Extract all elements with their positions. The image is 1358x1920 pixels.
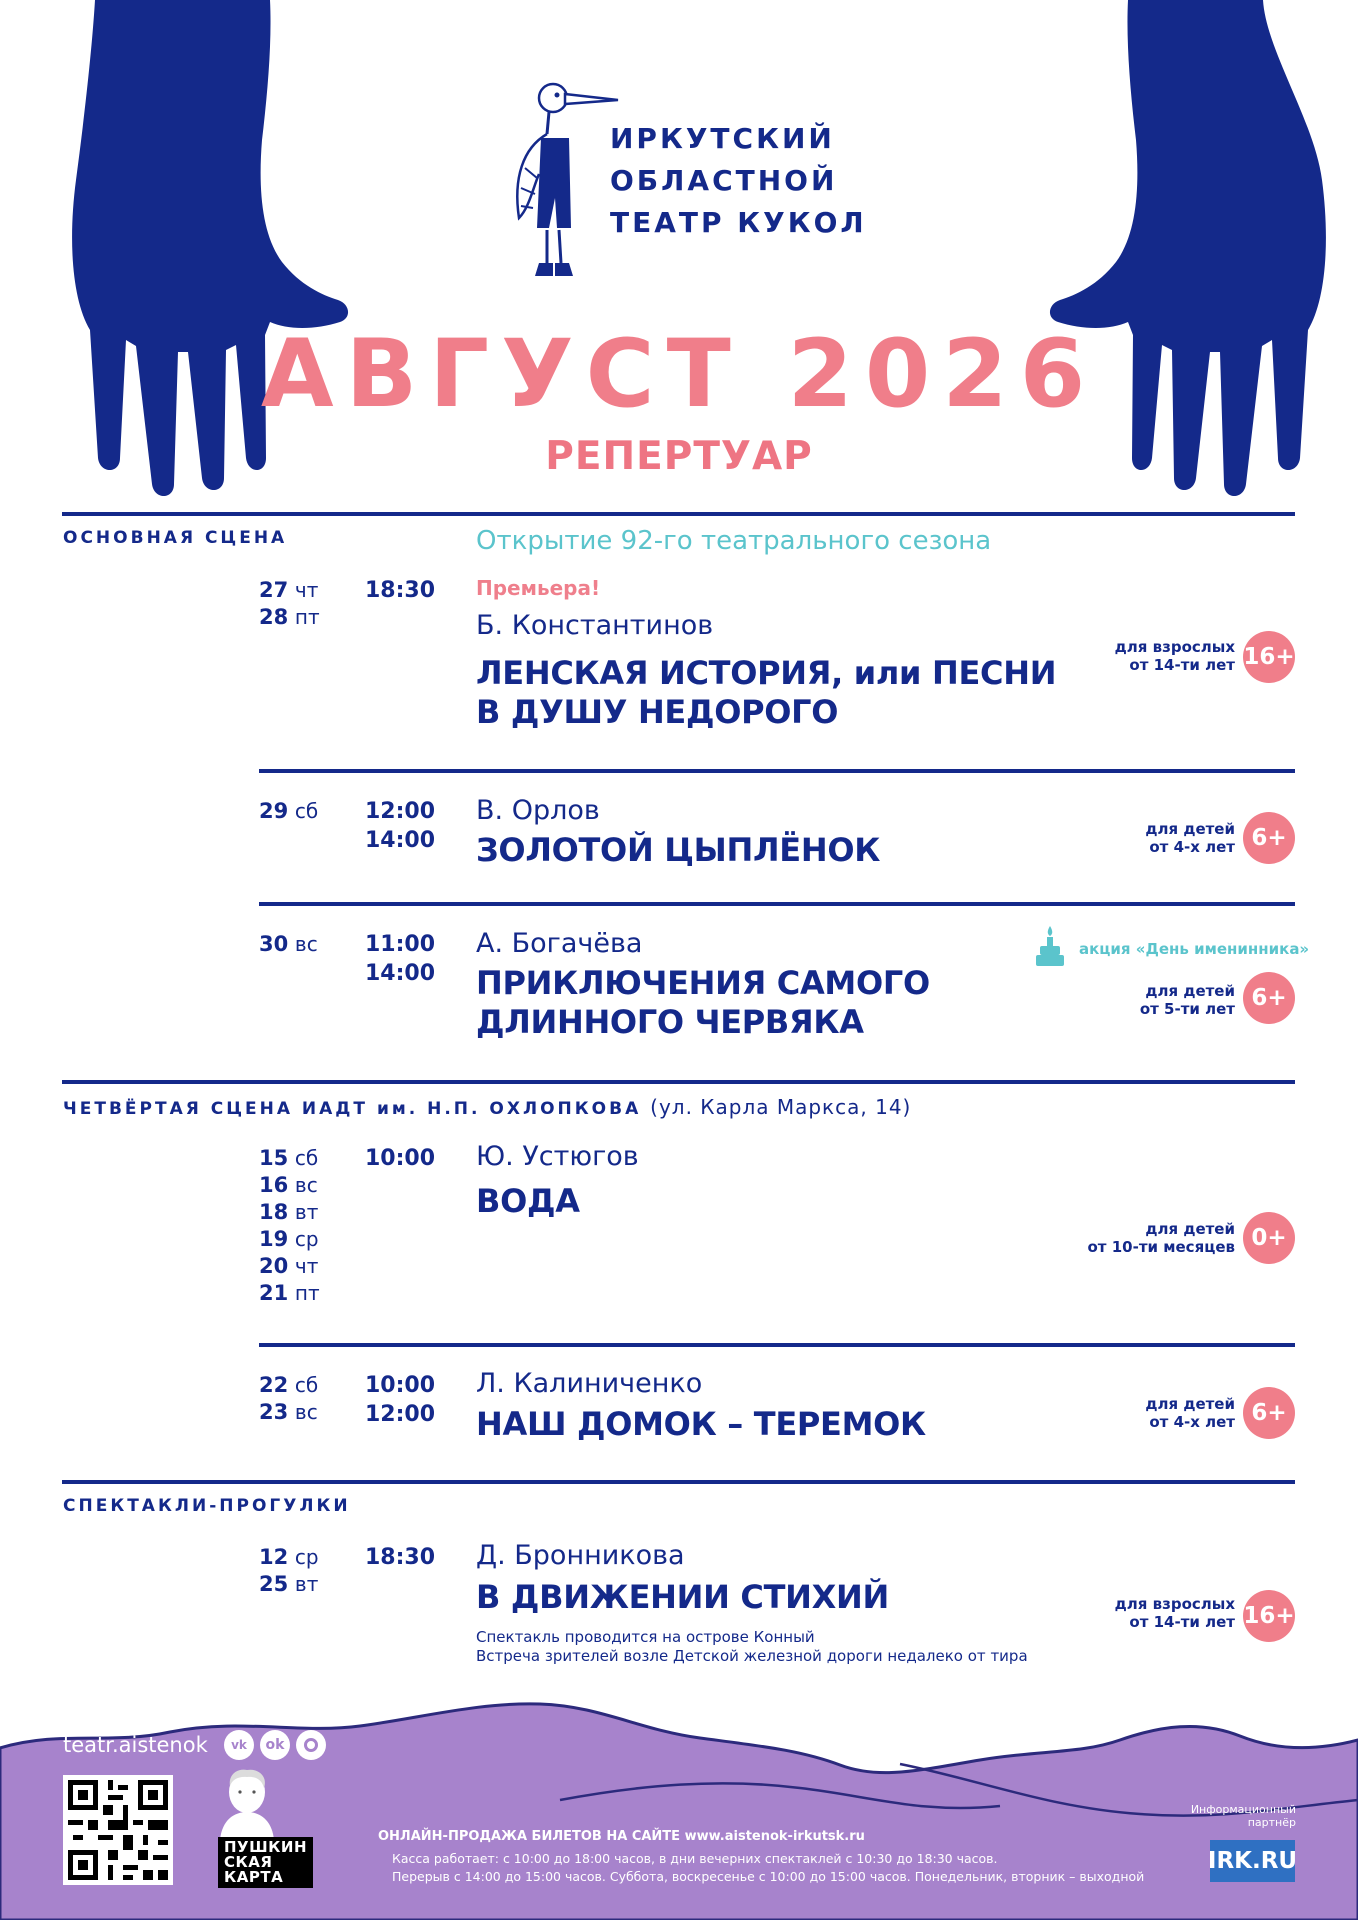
section-title: СПЕКТАКЛИ-ПРОГУЛКИ (63, 1496, 351, 1516)
ok-icon[interactable]: ok (260, 1730, 290, 1760)
show-dates: 27 чт 28 пт (259, 578, 320, 629)
qr-code[interactable] (63, 1775, 173, 1885)
show-title: НАШ ДОМОК – ТЕРЕМОК (476, 1405, 926, 1443)
box-office-break: Перерыв с 14:00 до 15:00 часов. Суббота, воскресенье с 10:00 до 15:00 часов. Понедельник, вторник – выходной (392, 1869, 1145, 1884)
theatre-name-line: ТЕАТР КУКОЛ (610, 206, 867, 239)
show-dates: 12 ср 25 вт (259, 1545, 319, 1596)
section-divider (62, 1080, 1295, 1084)
show-author: Б. Константинов (476, 610, 714, 641)
show-dates: 30 вс (259, 932, 318, 956)
theatre-name (610, 118, 867, 244)
age-rating-badge: 16+ (1243, 1590, 1295, 1642)
show-title: ВОДА (476, 1182, 580, 1220)
show-author: Д. Бронникова (476, 1540, 685, 1571)
pushkin-card-logo: ПУШКИН СКАЯ КАРТА (218, 1837, 313, 1888)
section-title: ОСНОВНАЯ СЦЕНА (63, 528, 288, 548)
online-sale-text: ОНЛАЙН-ПРОДАЖА БИЛЕТОВ НА САЙТЕ www.aistenok-irkutsk.ru (378, 1829, 865, 1844)
show-title: ЛЕНСКАЯ ИСТОРИЯ, или ПЕСНИ В ДУШУ НЕДОРОГО (476, 654, 1057, 731)
theatre-name-line: ОБЛАСТНОЙ (610, 164, 838, 197)
section-address: (ул. Карла Маркса, 14) (650, 1095, 912, 1119)
age-description: для детей от 4-х лет (1145, 1395, 1235, 1431)
premiere-badge: Премьера! (476, 576, 601, 600)
stork-logo-icon (505, 78, 623, 284)
pushkin-portrait-icon (212, 1768, 282, 1840)
theatre-name-line: ИРКУТСКИЙ (610, 122, 835, 155)
age-description: для детей от 4-х лет (1145, 820, 1235, 856)
age-description: для детей от 10-ти месяцев (1087, 1220, 1235, 1256)
show-author: Л. Калиниченко (476, 1368, 703, 1399)
partner-label: Информационный партнёр (1190, 1803, 1296, 1829)
social-links (224, 1730, 326, 1760)
show-author: А. Богачёва (476, 928, 643, 959)
show-times: 18:30 (365, 578, 436, 603)
vk-icon[interactable]: vk (224, 1730, 254, 1760)
age-description: для детей от 5-ти лет (1139, 982, 1235, 1018)
show-title: ПРИКЛЮЧЕНИЯ САМОГО ДЛИННОГО ЧЕРВЯКА (476, 964, 930, 1041)
show-dates: 29 сб (259, 799, 319, 823)
age-rating-badge: 6+ (1243, 1387, 1295, 1439)
irk-partner-logo[interactable]: IRK.RU (1210, 1840, 1295, 1882)
site-handle[interactable]: teatr.aistenok (63, 1733, 208, 1757)
age-rating-badge: 0+ (1243, 1212, 1295, 1264)
show-title: В ДВИЖЕНИИ СТИХИЙ (476, 1578, 889, 1616)
age-description: для взрослых от 14-ти лет (1114, 638, 1235, 674)
show-divider (259, 902, 1295, 906)
age-rating-badge: 6+ (1243, 812, 1295, 864)
show-divider (259, 1343, 1295, 1347)
show-notes: Спектакль проводится на острове Конный Встреча зрителей возле Детской железной дороги недалеко от тира (476, 1628, 1028, 1665)
show-title: ЗОЛОТОЙ ЦЫПЛЁНОК (476, 831, 881, 869)
birthday-promo: акция «День именинника» (1079, 940, 1310, 958)
age-rating-badge: 16+ (1243, 631, 1295, 683)
show-times: 10:00 12:00 (365, 1373, 436, 1427)
show-times: 11:00 14:00 (365, 932, 436, 986)
show-dates: 22 сб 23 вс (259, 1373, 319, 1424)
show-times: 12:00 14:00 (365, 799, 436, 853)
show-divider (259, 769, 1295, 773)
age-rating-badge: 6+ (1243, 972, 1295, 1024)
section-divider (62, 512, 1295, 516)
box-office-hours: Касса работает: с 10:00 до 18:00 часов, в дни вечерних спектаклей с 10:30 до 18:30 часов. (392, 1851, 998, 1866)
show-author: Ю. Устюгов (476, 1141, 639, 1172)
season-opening-note: Открытие 92-го театрального сезона (476, 526, 992, 556)
show-times: 18:30 (365, 1545, 436, 1570)
age-description: для взрослых от 14-ти лет (1114, 1595, 1235, 1631)
birthday-cake-icon (1034, 924, 1066, 968)
chat-icon[interactable] (296, 1730, 326, 1760)
show-author: В. Орлов (476, 795, 600, 826)
month-title: АВГУСТ 2026 (260, 320, 1098, 429)
show-dates: 15 сб 16 вс 18 вт 19 ср 20 чт 21 пт (259, 1146, 320, 1305)
section-divider (62, 1480, 1295, 1484)
section-title: ЧЕТВЁРТАЯ СЦЕНА ИАДТ им. Н.П. ОХЛОПКОВА (ул. Карла Маркса, 14) (63, 1095, 912, 1119)
repertoire-title: РЕПЕРТУАР (545, 434, 813, 479)
show-times: 10:00 (365, 1146, 436, 1171)
